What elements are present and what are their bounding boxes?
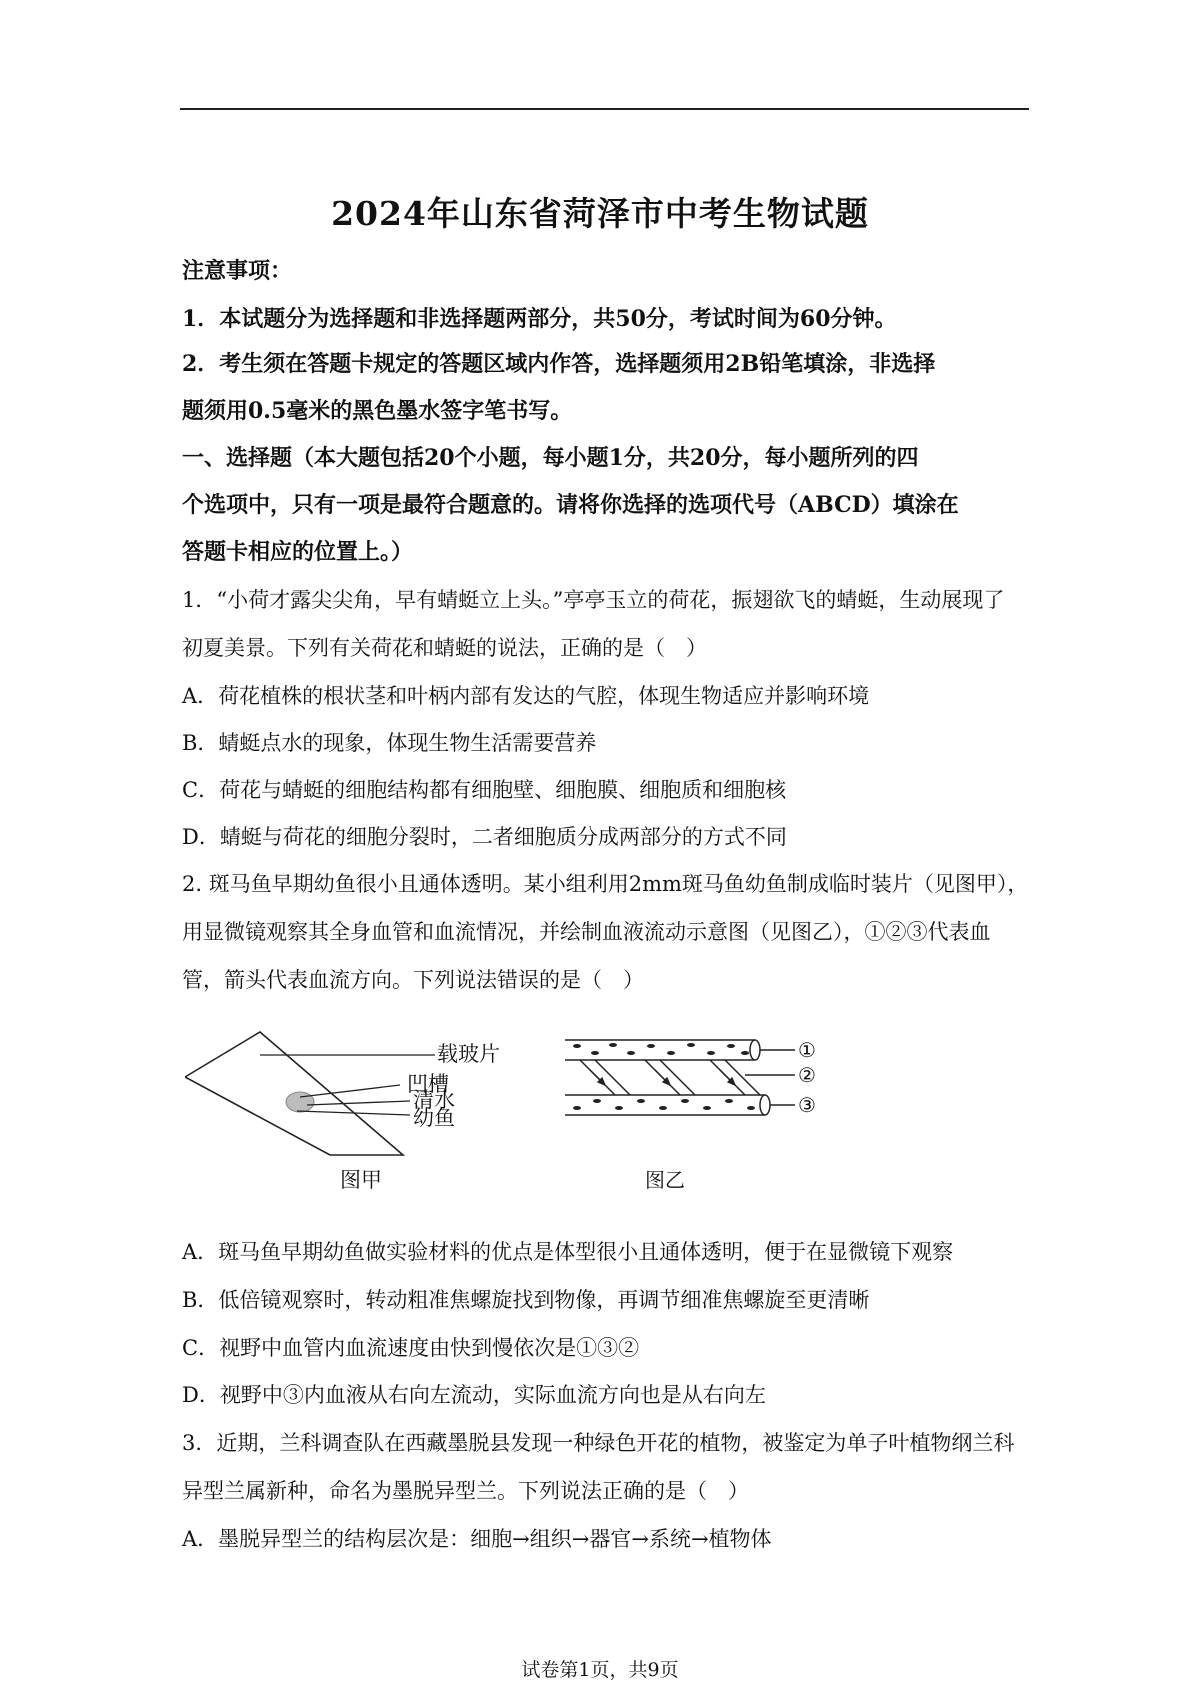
q1-stem-line-1: 1．“小荷才露尖尖角，早有蜻蜓立上头。”亭亭玉立的荷花，振翅欲飞的蜻蜓，生动展现了 xyxy=(182,588,1005,612)
q2-stem-line-2: 用显微镜观察其全身血管和血流情况，并绘制血液流动示意图（见图乙），①②③代表血 xyxy=(182,920,991,944)
q3-option-a: A．墨脱异型兰的结构层次是：细胞→组织→器官→系统→植物体 xyxy=(182,1527,772,1551)
label-slide: 载玻片 xyxy=(437,1042,500,1066)
q1-option-b: B．蜻蜓点水的现象，体现生物生活需要营养 xyxy=(182,731,597,755)
figure-yi-vessels xyxy=(565,1040,795,1115)
notice-item-2-line-1: 2．考生须在答题卡规定的答题区域内作答，选择题须用2B铅笔填涂，非选择 xyxy=(182,351,936,377)
section-1-line-1: 一、选择题（本大题包括20个小题，每小题1分，共20分，每小题所列的四 xyxy=(182,445,919,471)
label-groove: 凹槽 xyxy=(407,1072,449,1096)
q2-option-a: A．斑马鱼早期幼鱼做实验材料的优点是体型很小且通体透明，便于在显微镜下观察 xyxy=(182,1240,954,1264)
header-rule xyxy=(180,108,1029,110)
q1-stem-line-2: 初夏美景。下列有关荷花和蜻蜓的说法，正确的是（ ） xyxy=(182,636,707,660)
blood-cells xyxy=(573,1043,755,1110)
section-1-line-2: 个选项中，只有一项是最符合题意的。请将你选择的选项代号（ABCD）填涂在 xyxy=(182,492,959,518)
caption-yi: 图乙 xyxy=(645,1168,685,1190)
q3-stem-line-1: 3．近期，兰科调查队在西藏墨脱县发现一种绿色开花的植物，被鉴定为单子叶植物纲兰科 xyxy=(182,1431,1015,1455)
q2-option-b: B．低倍镜观察时，转动粗准焦螺旋找到物像，再调节细准焦螺旋至更清晰 xyxy=(182,1288,870,1312)
q1-option-c: C．荷花与蜻蜓的细胞结构都有细胞壁、细胞膜、细胞质和细胞核 xyxy=(182,778,787,802)
notice-heading: 注意事项： xyxy=(182,258,293,284)
q2-stem-line-3: 管，箭头代表血流方向。下列说法错误的是（ ） xyxy=(182,968,644,992)
figure-jia-slide xyxy=(185,1032,435,1155)
q1-option-d: D．蜻蜓与荷花的细胞分裂时，二者细胞质分成两部分的方式不同 xyxy=(182,825,787,849)
q2-option-c: C．视野中血管内血流速度由快到慢依次是①③② xyxy=(182,1336,640,1360)
label-vessel-3: ③ xyxy=(798,1093,816,1117)
q1-option-a: A．荷花植株的根状茎和叶柄内部有发达的气腔，体现生物适应并影响环境 xyxy=(182,684,870,708)
caption-jia: 图甲 xyxy=(340,1168,382,1190)
q2-stem-line-1: 2. 斑马鱼早期幼鱼很小且通体透明。某小组利用2mm斑马鱼幼鱼制成临时装片（见图甲）， xyxy=(182,872,1029,896)
label-vessel-2: ② xyxy=(798,1063,816,1087)
notice-item-2-line-2: 题须用0.5毫米的黑色墨水签字笔书写。 xyxy=(182,398,573,424)
page-title: 2024年山东省菏泽市中考生物试题 xyxy=(331,194,869,233)
label-fish: 幼鱼 xyxy=(413,1106,455,1130)
label-vessel-1: ① xyxy=(798,1038,816,1062)
label-water: 清水 xyxy=(413,1088,455,1112)
q2-option-d: D．视野中③内血液从右向左流动，实际血流方向也是从右向左 xyxy=(182,1383,766,1407)
notice-item-1: 1．本试题分为选择题和非选择题两部分，共50分，考试时间为60分钟。 xyxy=(182,306,897,332)
section-1-line-3: 答题卡相应的位置上。） xyxy=(182,539,414,565)
q3-stem-line-2: 异型兰属新种，命名为墨脱异型兰。下列说法正确的是（ ） xyxy=(182,1479,749,1503)
q2-figure xyxy=(185,1015,845,1190)
page-footer: 试卷第1页，共9页 xyxy=(521,1659,679,1681)
